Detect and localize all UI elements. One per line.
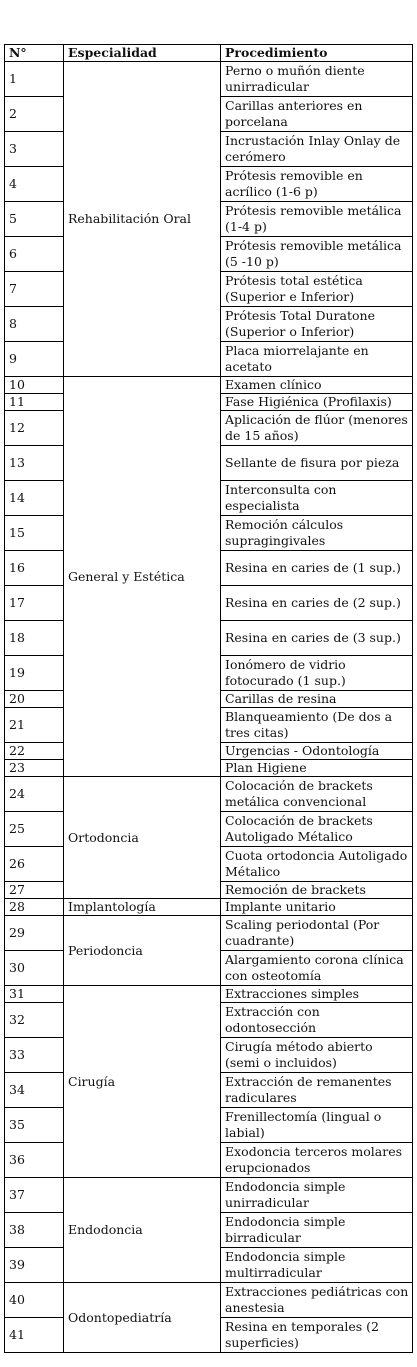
especialidad-cell: Rehabilitación Oral xyxy=(64,62,221,377)
procedures-table xyxy=(4,44,413,1353)
procedimiento-cell: Prótesis total estética (Superior e Inferior) xyxy=(221,272,413,307)
procedimiento-cell: Blanqueamiento (De dos a tres citas) xyxy=(221,708,413,743)
procedimiento-cell: Prótesis removible en acrílico (1-6 p) xyxy=(221,167,413,202)
row-number: 23 xyxy=(5,760,64,777)
row-number: 19 xyxy=(5,656,64,691)
row-number: 13 xyxy=(5,446,64,481)
procedimiento-cell: Extracción con odontosección xyxy=(221,1003,413,1038)
header-especialidad: Especialidad xyxy=(64,45,221,62)
procedimiento-cell: Colocación de brackets Autoligado Métalico xyxy=(221,812,413,847)
row-number: 20 xyxy=(5,691,64,708)
row-number: 8 xyxy=(5,307,64,342)
procedimiento-cell: Plan Higiene xyxy=(221,760,413,777)
table-row xyxy=(5,1283,413,1318)
row-number: 32 xyxy=(5,1003,64,1038)
row-number: 4 xyxy=(5,167,64,202)
procedimiento-cell: Exodoncia terceros molares erupcionados xyxy=(221,1143,413,1178)
procedimiento-cell: Aplicación de flúor (menores de 15 años) xyxy=(221,411,413,446)
procedimiento-cell: Extracción de remanentes radiculares xyxy=(221,1073,413,1108)
header-procedimiento: Procedimiento xyxy=(221,45,413,62)
row-number: 27 xyxy=(5,882,64,899)
procedimiento-cell: Colocación de brackets metálica convencional xyxy=(221,777,413,812)
row-number: 25 xyxy=(5,812,64,847)
table-row xyxy=(5,899,413,916)
procedimiento-cell: Remoción cálculos supragingivales xyxy=(221,516,413,551)
table-body xyxy=(5,62,413,1353)
table-row xyxy=(5,1178,413,1213)
procedimiento-cell: Examen clínico xyxy=(221,377,413,394)
procedimiento-cell: Sellante de fisura por pieza xyxy=(221,446,413,481)
row-number: 10 xyxy=(5,377,64,394)
procedimiento-cell: Frenillectomía (lingual o labial) xyxy=(221,1108,413,1143)
especialidad-cell: Endodoncia xyxy=(64,1178,221,1283)
row-number: 31 xyxy=(5,986,64,1003)
especialidad-cell: Cirugía xyxy=(64,986,221,1178)
table-row xyxy=(5,986,413,1003)
procedimiento-cell: Carillas de resina xyxy=(221,691,413,708)
procedimiento-cell: Endodoncia simple unirradicular xyxy=(221,1178,413,1213)
row-number: 30 xyxy=(5,951,64,986)
row-number: 24 xyxy=(5,777,64,812)
procedimiento-cell: Resina en caries de (2 sup.) xyxy=(221,586,413,621)
procedimiento-cell: Extracciones pediátricas con anestesia xyxy=(221,1283,413,1318)
table-row xyxy=(5,777,413,812)
procedimiento-cell: Ionómero de vidrio fotocurado (1 sup.) xyxy=(221,656,413,691)
especialidad-cell: Implantología xyxy=(64,899,221,916)
row-number: 29 xyxy=(5,916,64,951)
procedimiento-cell: Placa miorrelajante en acetato xyxy=(221,342,413,377)
row-number: 37 xyxy=(5,1178,64,1213)
row-number: 16 xyxy=(5,551,64,586)
procedimiento-cell: Endodoncia simple birradicular xyxy=(221,1213,413,1248)
table-row xyxy=(5,377,413,394)
especialidad-cell: Periodoncia xyxy=(64,916,221,986)
row-number: 21 xyxy=(5,708,64,743)
procedimiento-cell: Prótesis removible metálica (5 -10 p) xyxy=(221,237,413,272)
row-number: 18 xyxy=(5,621,64,656)
procedimiento-cell: Resina en caries de (3 sup.) xyxy=(221,621,413,656)
especialidad-cell: Odontopediatría xyxy=(64,1283,221,1353)
row-number: 38 xyxy=(5,1213,64,1248)
row-number: 39 xyxy=(5,1248,64,1283)
procedimiento-cell: Fase Higiénica (Profilaxis) xyxy=(221,394,413,411)
row-number: 6 xyxy=(5,237,64,272)
especialidad-cell: General y Estética xyxy=(64,377,221,777)
row-number: 2 xyxy=(5,97,64,132)
procedimiento-cell: Cuota ortodoncia Autoligado Métalico xyxy=(221,847,413,882)
row-number: 15 xyxy=(5,516,64,551)
row-number: 11 xyxy=(5,394,64,411)
row-number: 22 xyxy=(5,743,64,760)
row-number: 17 xyxy=(5,586,64,621)
row-number: 1 xyxy=(5,62,64,97)
especialidad-cell: Ortodoncia xyxy=(64,777,221,899)
procedimiento-cell: Interconsulta con especialista xyxy=(221,481,413,516)
procedimiento-cell: Prótesis Total Duratone (Superior o Inferior) xyxy=(221,307,413,342)
procedimiento-cell: Alargamiento corona clínica con osteotomía xyxy=(221,951,413,986)
row-number: 3 xyxy=(5,132,64,167)
row-number: 34 xyxy=(5,1073,64,1108)
procedimiento-cell: Incrustación Inlay Onlay de cerómero xyxy=(221,132,413,167)
row-number: 7 xyxy=(5,272,64,307)
procedimiento-cell: Extracciones simples xyxy=(221,986,413,1003)
procedimiento-cell: Cirugía método abierto (semi o incluidos) xyxy=(221,1038,413,1073)
procedimiento-cell: Endodoncia simple multirradicular xyxy=(221,1248,413,1283)
table-row xyxy=(5,916,413,951)
procedimiento-cell: Carillas anteriores en porcelana xyxy=(221,97,413,132)
procedimiento-cell: Implante unitario xyxy=(221,899,413,916)
procedimiento-cell: Prótesis removible metálica (1-4 p) xyxy=(221,202,413,237)
header-row xyxy=(5,45,413,62)
row-number: 26 xyxy=(5,847,64,882)
row-number: 28 xyxy=(5,899,64,916)
header-num: N° xyxy=(5,45,64,62)
row-number: 33 xyxy=(5,1038,64,1073)
row-number: 12 xyxy=(5,411,64,446)
row-number: 14 xyxy=(5,481,64,516)
procedimiento-cell: Urgencias - Odontología xyxy=(221,743,413,760)
row-number: 9 xyxy=(5,342,64,377)
procedimiento-cell: Resina en temporales (2 superficies) xyxy=(221,1318,413,1353)
row-number: 5 xyxy=(5,202,64,237)
row-number: 36 xyxy=(5,1143,64,1178)
procedimiento-cell: Perno o muñón diente unirradicular xyxy=(221,62,413,97)
procedimiento-cell: Scaling periodontal (Por cuadrante) xyxy=(221,916,413,951)
row-number: 35 xyxy=(5,1108,64,1143)
row-number: 41 xyxy=(5,1318,64,1353)
table-row xyxy=(5,62,413,97)
row-number: 40 xyxy=(5,1283,64,1318)
procedimiento-cell: Resina en caries de (1 sup.) xyxy=(221,551,413,586)
procedimiento-cell: Remoción de brackets xyxy=(221,882,413,899)
